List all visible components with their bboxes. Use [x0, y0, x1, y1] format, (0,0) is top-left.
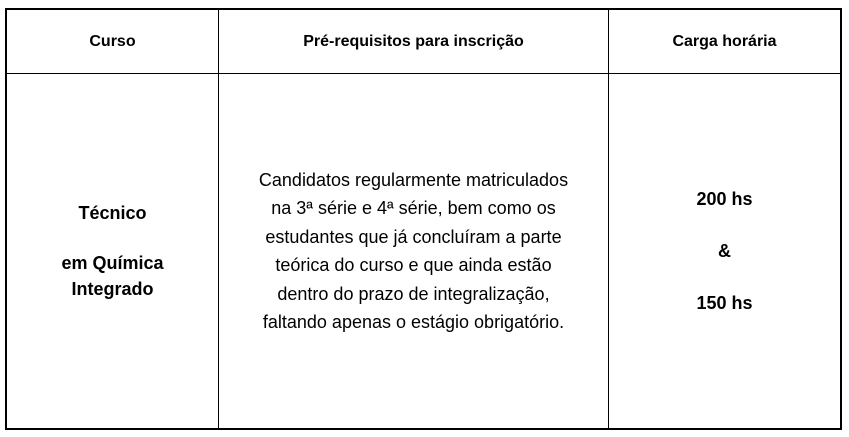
course-table [5, 8, 842, 430]
course-name-line: Técnico [78, 203, 147, 223]
header-course: Curso [89, 32, 136, 50]
workload-line: 200 hs [696, 189, 753, 209]
workload-line: 150 hs [696, 293, 753, 313]
course-name-line: Integrado [71, 279, 154, 299]
course-name-line: em Química [61, 253, 164, 273]
course-name-cell [7, 74, 218, 428]
prerequisites-line: Candidatos regularmente matriculados [258, 169, 569, 190]
prerequisites-line: teórica do curso e que ainda estão [275, 255, 552, 275]
prerequisites-line: estudantes que já concluíram a parte [265, 226, 562, 247]
workload-line: & [718, 241, 731, 261]
header-prerequisites: Pré-requisitos para inscrição [303, 32, 524, 50]
prerequisites-cell [219, 74, 608, 428]
header-workload: Carga horária [672, 32, 777, 50]
prerequisites-line: dentro do prazo de integralização, [277, 283, 550, 304]
prerequisites-text [259, 166, 568, 337]
workload-cell [609, 74, 840, 428]
prerequisites-line: na 3ª série e 4ª série, bem como os [271, 198, 556, 218]
prerequisites-line: faltando apenas o estágio obrigatório. [262, 312, 565, 332]
